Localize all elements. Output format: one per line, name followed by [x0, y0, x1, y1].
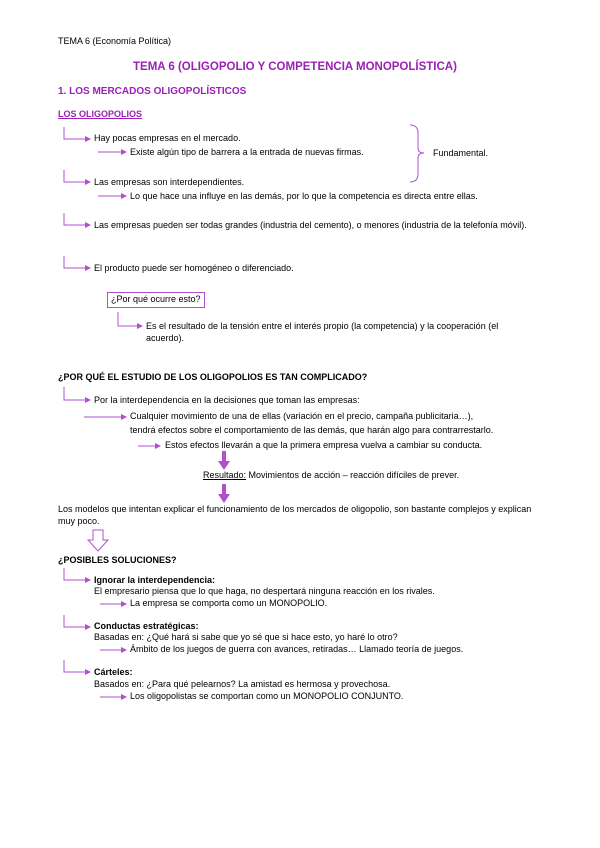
oligopolio-item-3: Las empresas pueden ser todas grandes (industria del cemento), o menores (industria de la telefonía móvil). [94, 220, 527, 230]
page-title: TEMA 6 (OLIGOPOLIO Y COMPETENCIA MONOPOLÍSTICA) [133, 61, 457, 73]
solucion-1-result: La empresa se comporta como un MONOPOLIO. [130, 598, 328, 608]
solucion-1-text: El empresario piensa que lo que haga, no despertará ninguna reacción en los rivales. [94, 586, 435, 596]
fundamental-label: Fundamental. [433, 148, 489, 158]
question-box: ¿Por qué ocurre esto? [107, 292, 205, 308]
solucion-3-text: Basados en: ¿Para qué pelearnos? La amistad es hermosa y provechosa. [94, 679, 391, 689]
complicado-line-4: Estos efectos llevarán a que la primera empresa vuelva a cambiar su conducta. [165, 440, 483, 450]
oligopolio-item-2-detail: Lo que hace una influye en las demás, por lo que la competencia es directa entre ellas. [130, 191, 478, 201]
complicado-conclusion: Los modelos que intentan explicar el funcionamiento de los mercados de oligopolio, son bastante complejos y explican muy poco. [58, 504, 532, 526]
solucion-2-title: Conductas estratégicas: [94, 621, 199, 631]
resultado-line [203, 470, 459, 482]
section-heading-soluciones: ¿POSIBLES SOLUCIONES? [58, 555, 177, 565]
oligopolio-item-2: Las empresas son interdependientes. [94, 177, 245, 187]
complicado-line-3: tendrá efectos sobre el comportamiento de las demás, que harán algo para contrarrestarlo. [130, 425, 494, 435]
complicado-line-2: Cualquier movimiento de una de ellas (variación en el precio, campaña publicitaria…), [130, 411, 474, 421]
subsection-oligopolios: LOS OLIGOPOLIOS [58, 109, 143, 119]
solucion-3-title: Cárteles: [94, 667, 133, 677]
complicado-line-1: Por la interdependencia en la decisiones que toman las empresas: [94, 395, 360, 405]
question-answer: Es el resultado de la tensión entre el interés propio (la competencia) y la cooperación (el acuerdo). [146, 321, 499, 343]
solucion-1-title: Ignorar la interdependencia: [94, 575, 216, 585]
solucion-2-result: Ámbito de los juegos de guerra con avances, retiradas… Llamado teoría de juegos. [130, 644, 464, 654]
page-header: TEMA 6 (Economía Política) [58, 36, 172, 46]
oligopolio-item-1: Hay pocas empresas en el mercado. [94, 133, 241, 143]
resultado-label: Resultado: [203, 470, 247, 480]
resultado-text: Movimientos de acción – reacción difíciles de prever. [248, 470, 460, 480]
oligopolio-item-1-detail: Existe algún tipo de barrera a la entrada de nuevas firmas. [130, 147, 364, 157]
solucion-3-result: Los oligopolistas se comportan como un MONOPOLIO CONJUNTO. [130, 691, 404, 701]
oligopolio-item-4: El producto puede ser homogéneo o diferenciado. [94, 263, 294, 273]
section-heading-complicado: ¿POR QUÉ EL ESTUDIO DE LOS OLIGOPOLIOS ES TAN COMPLICADO? [58, 372, 368, 382]
section-heading-mercados: 1. LOS MERCADOS OLIGOPOLÍSTICOS [58, 86, 247, 97]
solucion-2-text: Basadas en: ¿Qué hará si sabe que yo sé que si hace esto, yo haré lo otro? [94, 632, 398, 642]
